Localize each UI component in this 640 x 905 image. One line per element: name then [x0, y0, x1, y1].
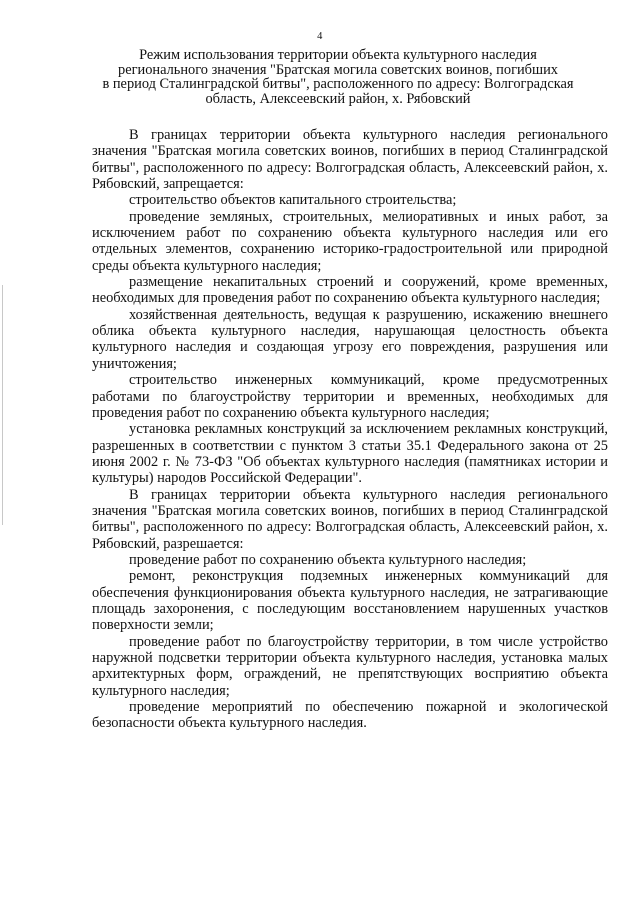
title-line: регионального значения "Братская могила советских воинов, погибших	[118, 61, 558, 78]
paragraph-prohibited-intro: В границах территории объекта культурного наследия регионального значения "Братская могила советских воинов, погибших в период Сталинградской битвы", расположенного по адресу: Волгоградская область, Алексеевский район, х. Рябовский, запрещается:	[92, 127, 608, 193]
paragraph-item: установка рекламных конструкций за исключением рекламных конструкций, разрешенных в соответствии с пунктом 3 статьи 35.1 Федерального закона от 25 июня 2002 г. № 73-ФЗ "Об объектах культурного наследия (памятниках истории и культуры) народов Российской Федерации".	[92, 421, 608, 487]
paragraph-item: проведение земляных, строительных, мелиоративных и иных работ, за исключением работ по сохранению объекта культурного наследия или его отдельных элементов, сохранению историко-градостроительной или природной среды объекта культурного наследия;	[92, 208, 608, 274]
title-line: в период Сталинградской битвы", расположенного по адресу: Волгоградская	[102, 76, 574, 92]
title-line: область, Алексеевский район, х. Рябовский	[205, 90, 471, 107]
paragraph-item: строительство объектов капитального строительства;	[129, 192, 457, 209]
paragraph-item: проведение мероприятий по обеспечению пожарной и экологической безопасности объекта культурного наследия.	[92, 699, 608, 732]
paragraph-item: размещение некапитальных строений и сооружений, кроме временных, необходимых для проведения работ по сохранению объекта культурного наследия;	[92, 274, 608, 307]
paragraph-item: строительство инженерных коммуникаций, кроме предусмотренных работами по благоустройству территории и временных, необходимых для проведения работ по сохранению объекта культурного наследия;	[92, 372, 608, 421]
paragraph-item: проведение работ по сохранению объекта культурного наследия;	[129, 551, 527, 568]
scan-margin-line	[2, 285, 3, 525]
page-number: 4	[317, 31, 323, 42]
document-body	[92, 127, 608, 732]
paragraph-item: ремонт, реконструкция подземных инженерных коммуникаций для обеспечения функционирования объекта культурного наследия, не затрагивающие площадь захоронения, с последующим восстановлением нарушенных участков поверхности земли;	[92, 568, 608, 634]
paragraph-item: проведение работ по благоустройству территории, в том числе устройство наружной подсветки территории объекта культурного наследия, установка малых архитектурных форм, ограждений, не препятствующих восприятию объекта культурного наследия;	[92, 633, 608, 699]
title-line: Режим использования территории объекта культурного наследия	[139, 47, 537, 63]
document-title	[88, 48, 588, 106]
paragraph-permitted-intro: В границах территории объекта культурного наследия регионального значения "Братская могила советских воинов, погибших в период Сталинградской битвы", расположенного по адресу: Волгоградская область, Алексеевский район, х. Рябовский, разрешается:	[92, 486, 608, 552]
paragraph-item: хозяйственная деятельность, ведущая к разрушению, искажению внешнего облика объекта культурного наследия, нарушающая целостность объекта культурного наследия и создающая угрозу его повреждения, разрушения или уничтожения;	[92, 306, 608, 372]
